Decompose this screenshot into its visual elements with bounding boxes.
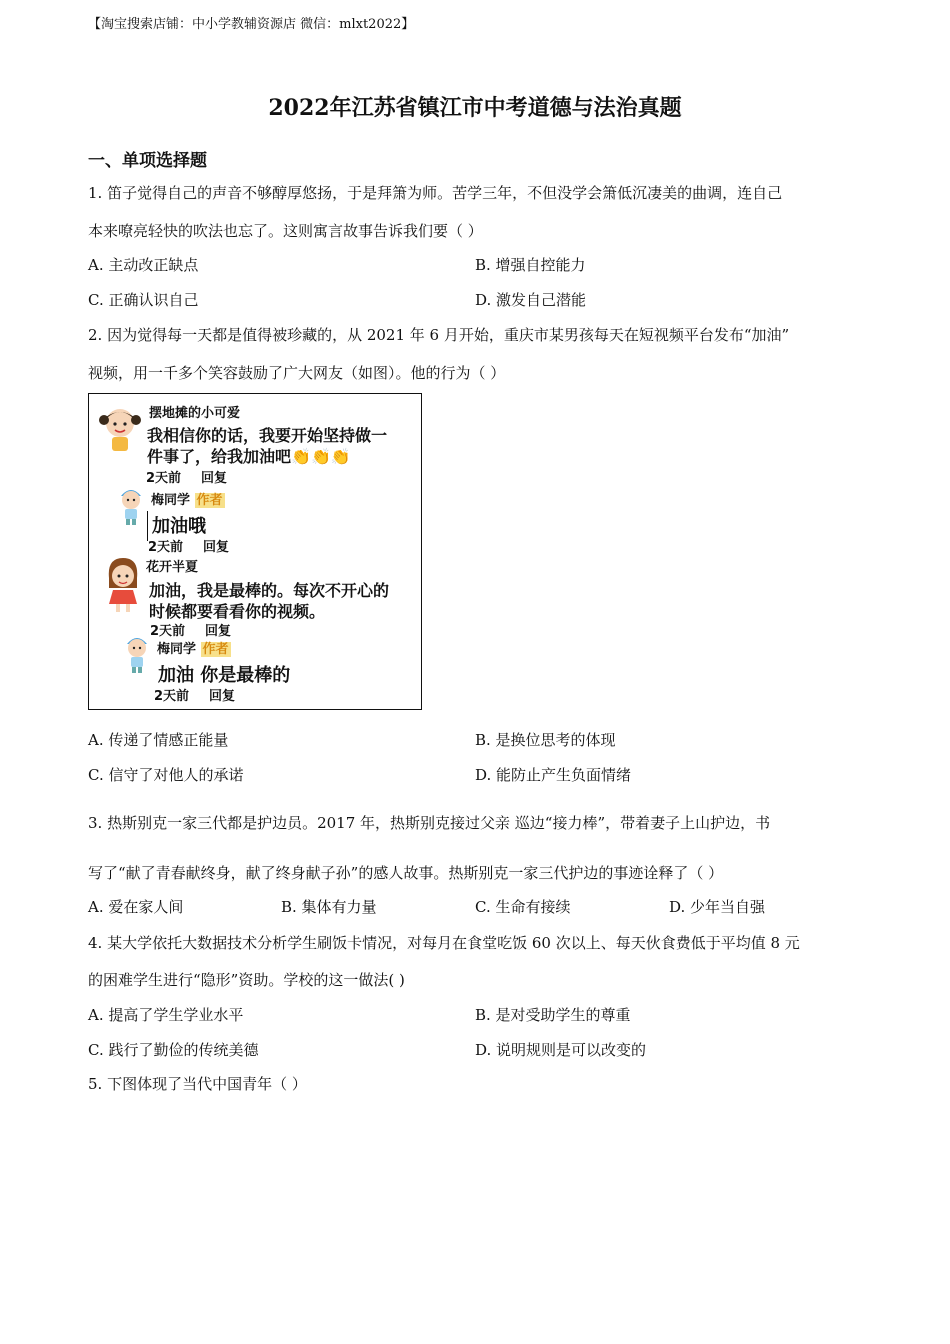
comment-1-text-line-1: 我相信你的话，我要开始坚持做一 (147, 426, 388, 445)
question-5-line-1: 5. 下图体现了当代中国青年（ ） (88, 1075, 307, 1093)
question-3-option-a: A. 爱在家人间 (88, 898, 184, 916)
question-2-option-d: D. 能防止产生负面情绪 (475, 766, 632, 784)
question-1-option-c: C. 正确认识自己 (88, 291, 199, 309)
page-title: 2022年江苏省镇江市中考道德与法治真题 (268, 95, 682, 121)
comment-1-user: 摆地摊的小可爱 (149, 406, 241, 421)
reply-2-reply-button[interactable]: 回复 (209, 689, 236, 704)
comment-2-reply-button[interactable]: 回复 (205, 624, 232, 639)
reply-1-user: 梅同学 作者 (151, 493, 223, 508)
clap-emoji-icon: 👏👏👏 (291, 447, 351, 466)
question-4-line-1: 4. 某大学依托大数据技术分析学生刷饭卡情况，对每月在食堂吃饭 60 次以上、每天伙食费低于平均值 8 元 (88, 934, 800, 952)
question-1-option-b: B. 增强自控能力 (475, 256, 586, 274)
reply-2-user: 梅同学 作者 (157, 642, 229, 657)
comment-2-text-line-1: 加油，我是最棒的。每次不开心的 (149, 581, 390, 600)
comment-thread-figure (88, 393, 422, 710)
question-3-option-d: D. 少年当自强 (669, 898, 766, 916)
reply-1-reply-button[interactable]: 回复 (203, 540, 230, 555)
question-1-line-2: 本来嘹亮轻快的吹法也忘了。这则寓言故事告诉我们要（ ） (88, 222, 483, 240)
comment-1-time: 2天前 (146, 471, 182, 486)
question-1-line-1: 1. 笛子觉得自己的声音不够醇厚悠扬，于是拜箫为师。苦学三年，不但没学会箫低沉凄美的曲调，连自己 (88, 184, 783, 202)
reply-2-text: 加油 你是最棒的 (158, 665, 291, 686)
reply-2-time: 2天前 (154, 689, 190, 704)
question-3-option-c: C. 生命有接续 (475, 898, 571, 916)
comment-1-meta (146, 467, 227, 486)
boy-avatar-icon (117, 484, 145, 526)
question-4-option-b: B. 是对受助学生的尊重 (475, 1006, 631, 1024)
comment-2-time: 2天前 (150, 624, 186, 639)
comment-1-reply-button[interactable]: 回复 (201, 471, 228, 486)
comment-2-meta (150, 620, 231, 639)
author-tag: 作者 (202, 642, 229, 657)
girl-avatar-icon (98, 403, 142, 455)
comment-1-text-line-2: 件事了，给我加油吧👏👏👏 (147, 447, 351, 466)
question-2-line-1: 2. 因为觉得每一天都是值得被珍藏的，从 2021 年 6 月开始，重庆市某男孩每天在短视频平台发布“加油” (88, 326, 790, 344)
question-1-option-a: A. 主动改正缺点 (88, 256, 199, 274)
boy-avatar-icon (123, 632, 151, 674)
question-4-option-a: A. 提高了学生学业水平 (88, 1006, 244, 1024)
reply-1-meta (148, 536, 229, 555)
question-1-option-d: D. 激发自己潜能 (475, 291, 587, 309)
question-4-option-d: D. 说明规则是可以改变的 (475, 1041, 647, 1059)
question-2-line-2: 视频，用一千多个笑容鼓励了广大网友（如图）。他的行为（ ） (88, 364, 506, 382)
question-4-option-c: C. 践行了勤俭的传统美德 (88, 1041, 259, 1059)
reply-2-meta (154, 685, 235, 704)
question-3-line-1: 3. 热斯别克一家三代都是护边员。2017 年，热斯别克接过父亲 巡边“接力棒”，带着妻子上山护边，书 (88, 814, 771, 832)
question-3-line-2: 写了“献了青春献终身，献了终身献子孙”的感人故事。热斯别克一家三代护边的事迹诠释了（ ） (88, 864, 724, 882)
question-2-option-c: C. 信守了对他人的承诺 (88, 766, 244, 784)
question-2-option-b: B. 是换位思考的体现 (475, 731, 616, 749)
reply-1-time: 2天前 (148, 540, 184, 555)
question-4-line-2: 的困难学生进行“隐形”资助。学校的这一做法( ) (88, 971, 405, 989)
question-2-option-a: A. 传递了情感正能量 (88, 731, 229, 749)
comment-2-text-line-2: 时候都要看看你的视频。 (149, 602, 326, 621)
section-title: 一、单项选择题 (88, 151, 207, 171)
author-tag: 作者 (196, 493, 223, 508)
reply-1-text: 加油哦 (152, 516, 206, 537)
comment-2-user: 花开半夏 (146, 560, 199, 575)
question-3-option-b: B. 集体有力量 (281, 898, 377, 916)
header-note: 【淘宝搜索店铺：中小学教辅资源店 微信：mlxt2022】 (88, 17, 415, 32)
girl-avatar-icon (103, 554, 143, 614)
